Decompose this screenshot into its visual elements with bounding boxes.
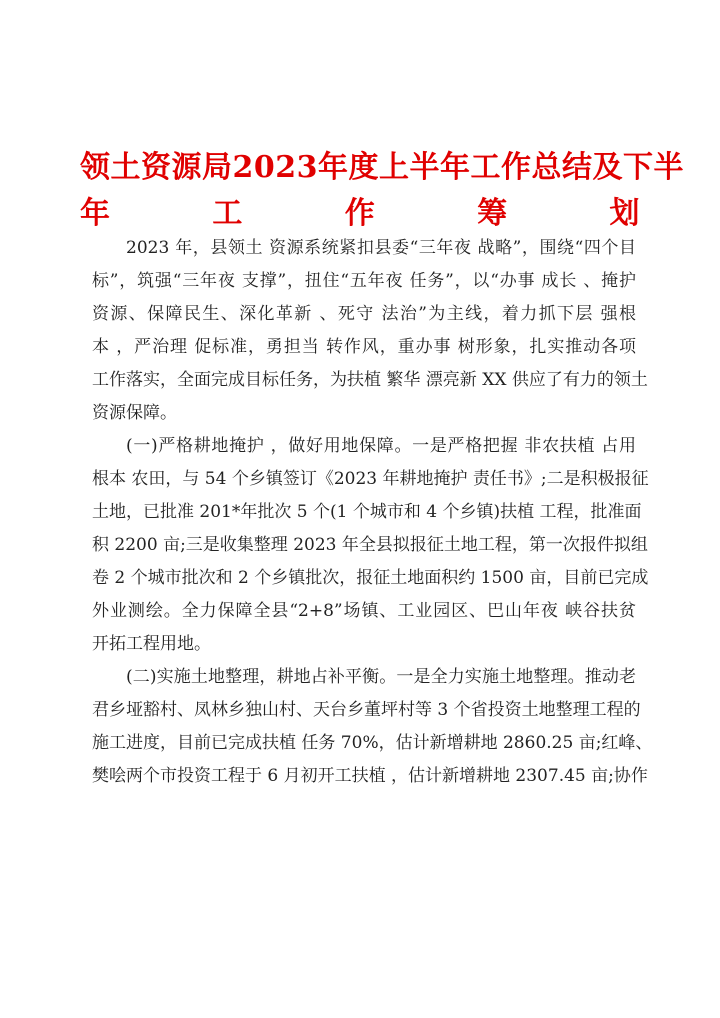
title-line-1: 领土资源局2023年度上半年工作总结及下半: [80, 150, 684, 185]
paragraph-line: 资源、保障民生、深化革新 、死守 法治”为主线，着力抓下层 强根: [92, 304, 636, 324]
paragraph-line: 君乡垭豁村、凤林乡独山村、天台乡董坪村等 3 个省投资土地整理工程的: [92, 700, 641, 720]
paragraph-section-1: [92, 430, 649, 661]
paragraph-line: 积 2200 亩;三是收集整理 2023 年全县拟报征土地工程，第一次报件拟组: [92, 535, 648, 555]
paragraph-line: 本 ，严治理 促标准，勇担当 转作风，重办事 树形象，扎实推动各项: [92, 337, 636, 357]
paragraph-line: (一)严格耕地掩护 ，做好用地保障。一是严格把握 非农扶植 占用: [126, 436, 636, 456]
paragraph-section-2: [92, 661, 653, 793]
document-body: [92, 232, 653, 793]
paragraph-line: 土地，已批准 201*年批次 5 个(1 个城市和 4 个乡镇)扶植 工程，批准面: [92, 502, 642, 522]
paragraph-line: 根本 农田，与 54 个乡镇签订《2023 年耕地掩护 责任书》;二是积极报征: [92, 469, 649, 489]
paragraph-line: 卷 2 个城市批次和 2 个乡镇批次，报征土地面积约 1500 亩，目前已完成: [92, 568, 649, 588]
paragraph-line: (二)实施土地整理，耕地占补平衡。一是全力实施土地整理。推动老: [126, 667, 636, 687]
paragraph-line: 工作落实，全面完成目标任务，为扶植 繁华 漂亮新 XX 供应了有力的领土: [92, 370, 648, 390]
paragraph-line: 资源保障。: [92, 403, 177, 423]
paragraph-intro: [92, 232, 648, 430]
paragraph-line: 施工进度，目前已完成扶植 任务 70%，估计新增耕地 2860.25 亩;红峰、: [92, 733, 653, 753]
title-line-2: 年工作筹划: [80, 196, 640, 231]
paragraph-line: 开拓工程用地。: [92, 634, 211, 654]
paragraph-line: 樊哙两个市投资工程于 6 月初开工扶植 ，估计新增耕地 2307.45 亩;协作: [92, 766, 648, 786]
paragraph-line: 标”，筑强“三年夜 支撑”，扭住“五年夜 任务”，以“办事 成长 、掩护: [92, 271, 636, 291]
paragraph-line: 2023 年，县领土 资源系统紧扣县委“三年夜 战略”，围绕“四个目: [126, 238, 636, 258]
paragraph-line: 外业测绘。全力保障全县“2+8”场镇、工业园区、巴山年夜 峡谷扶贫: [92, 601, 636, 621]
document-title: [80, 145, 684, 237]
